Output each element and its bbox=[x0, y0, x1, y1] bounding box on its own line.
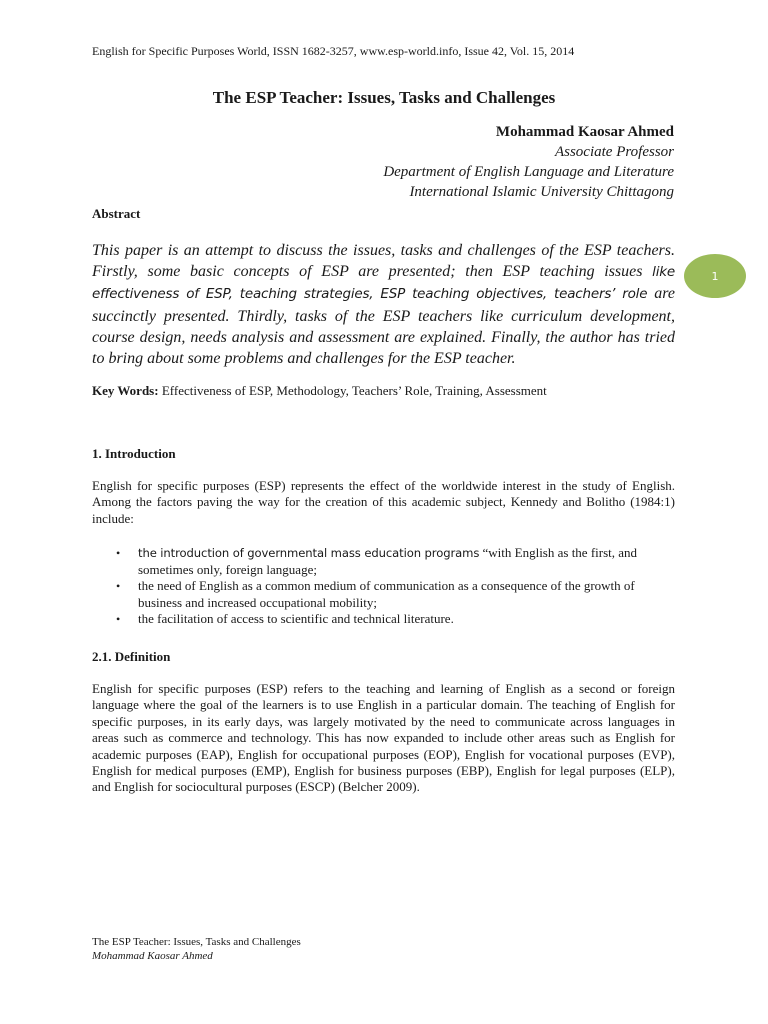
list-item bbox=[92, 545, 675, 578]
list-item-text: “with English as the first, and sometimes only, foreign language; bbox=[138, 545, 638, 577]
definition-paragraph: English for specific purposes (ESP) refers to the teaching and learning of English as a second or foreign language where the goal of the learners is to use English in a particular domain. The teaching of English for specific purposes, in its early days, was largely motivated by the need to communicate across languages in areas such as commerce and technology. This has now expanded to include other areas such as English for academic purposes (EAP), English for occupational purposes (EOP), English for vocational purposes (EVP), English for medical purposes (EMP), English for business purposes (EBP), English for legal purposes (ELP), and English for sociocultural purposes (ESCP) (Belcher 2009). bbox=[92, 681, 675, 795]
abstract-text-part-1: This paper is an attempt to discuss the issues, tasks and challenges of the ESP teachers. Firstly, some basic concepts of ESP are presented; then ESP teaching issues bbox=[92, 242, 675, 281]
definition-heading: 2.1. Definition bbox=[92, 649, 171, 664]
keywords-text: Effectiveness of ESP, Methodology, Teachers’ Role, Training, Assessment bbox=[161, 383, 547, 398]
author-position: Associate Professor bbox=[554, 144, 674, 160]
author-block bbox=[383, 122, 674, 202]
bullet-icon: • bbox=[116, 579, 121, 593]
bullet-icon: • bbox=[116, 546, 121, 560]
page-footer bbox=[92, 936, 301, 963]
abstract-text-part-3: are succinctly presented. Thirdly, tasks of the ESP teachers like curriculum development, course design, needs analysis and assessment are explained. Finally, the author has tried to bring about some problems and challenges for the ESP teacher. bbox=[92, 285, 675, 368]
list-item bbox=[92, 578, 675, 611]
running-header: English for Specific Purposes World, ISSN 1682-3257, www.esp-world.info, Issue 42, Vol. 15, 2014 bbox=[92, 44, 575, 58]
bullet-icon: • bbox=[116, 612, 121, 626]
footer-author: Mohammad Kaosar Ahmed bbox=[92, 949, 213, 962]
introduction-paragraph: English for specific purposes (ESP) represents the effect of the worldwide interest in the study of English. Among the factors paving the way for the creation of this academic subject, Kennedy and Bolitho (1984:1) include: bbox=[92, 478, 675, 526]
keywords bbox=[92, 382, 692, 400]
abstract-text bbox=[92, 240, 675, 369]
author-university: International Islamic University Chittagong bbox=[409, 184, 674, 200]
list-item-text: the need of English as a common medium of communication as a consequence of the growth of business and increased occupational mobility; bbox=[138, 578, 635, 610]
footer-title: The ESP Teacher: Issues, Tasks and Challenges bbox=[92, 936, 301, 948]
abstract-text-part-2: like effectiveness of ESP, teaching strategies, ESP teaching objectives, teachers’ role bbox=[92, 264, 675, 303]
introduction-heading: 1. Introduction bbox=[92, 446, 176, 461]
page-number-badge: 1 bbox=[684, 254, 746, 298]
keywords-label: Key Words: bbox=[92, 383, 159, 398]
abstract-heading: Abstract bbox=[92, 206, 141, 221]
list-item-lead: the introduction of governmental mass education programs bbox=[138, 546, 480, 560]
list-item bbox=[92, 611, 675, 628]
author-department: Department of English Language and Literature bbox=[383, 164, 674, 180]
paper-title: The ESP Teacher: Issues, Tasks and Challenges bbox=[212, 88, 556, 107]
author-name: Mohammad Kaosar Ahmed bbox=[495, 124, 674, 140]
list-item-text: the facilitation of access to scientific and technical literature. bbox=[138, 611, 454, 626]
introduction-bullet-list bbox=[92, 545, 675, 628]
